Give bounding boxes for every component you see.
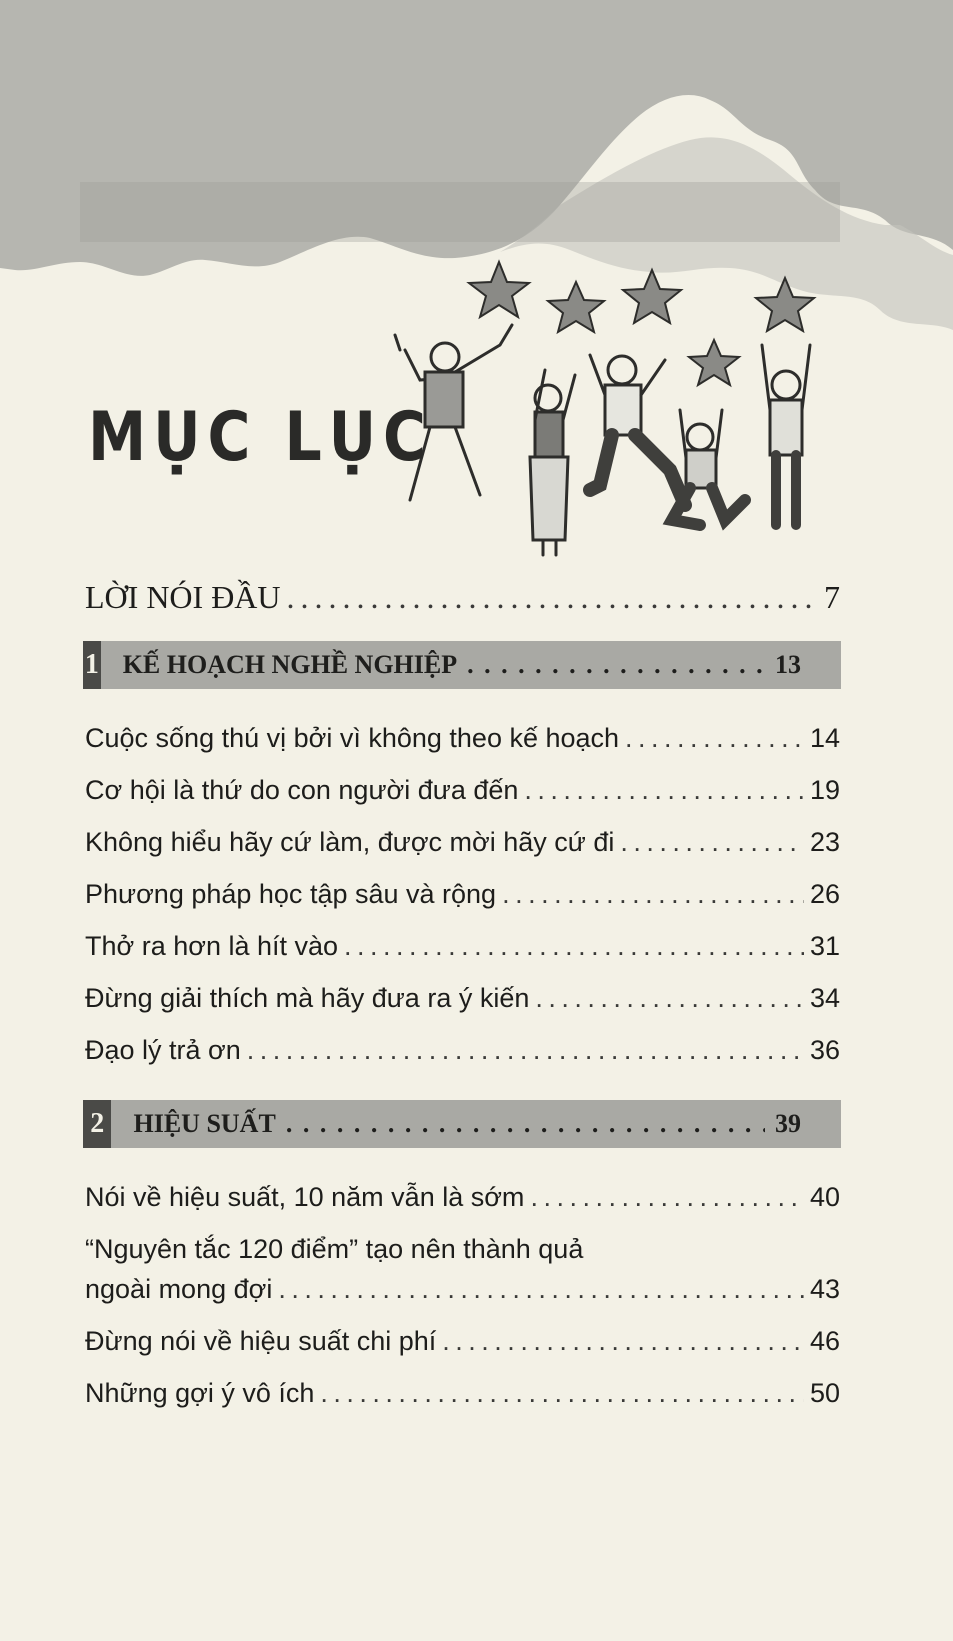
toc-entry[interactable] bbox=[85, 773, 840, 807]
toc-entry-page: 14 bbox=[809, 723, 840, 753]
toc-entry-page: 50 bbox=[809, 1378, 840, 1408]
page-title: MỤC LỤC bbox=[88, 398, 433, 477]
toc-entry-preface[interactable] bbox=[85, 580, 840, 614]
toc-entry-page: 26 bbox=[809, 879, 840, 909]
leader-dots bbox=[442, 1324, 804, 1358]
toc-entry-label: LỜI NÓI ĐẦU bbox=[85, 579, 281, 615]
leader-dots bbox=[620, 825, 804, 859]
toc-entry-label: Đừng nói về hiệu suất chi phí bbox=[85, 1326, 437, 1356]
toc-entry-page: 23 bbox=[809, 827, 840, 857]
toc-entry-page: 7 bbox=[824, 579, 840, 615]
toc-entry-label: Thở ra hơn là hít vào bbox=[85, 931, 339, 961]
toc-entry[interactable] bbox=[85, 981, 840, 1015]
leader-dots bbox=[625, 721, 804, 755]
chapter-heading-1[interactable] bbox=[83, 641, 841, 689]
toc-entry[interactable] bbox=[85, 721, 840, 755]
chapter-page: 39 bbox=[775, 1109, 801, 1138]
toc-entry[interactable] bbox=[85, 1180, 840, 1214]
toc-entry-page: 34 bbox=[809, 983, 840, 1013]
toc-entry[interactable] bbox=[85, 929, 840, 963]
toc-entry-label: Phương pháp học tập sâu và rộng bbox=[85, 879, 497, 909]
toc-entry-label: Đừng giải thích mà hãy đưa ra ý kiến bbox=[85, 983, 530, 1013]
toc-entry[interactable] bbox=[85, 1324, 840, 1358]
leader-dots bbox=[286, 1109, 765, 1139]
toc-entry-label: Cuộc sống thú vị bởi vì không theo kế hoạch bbox=[85, 723, 620, 753]
leader-dots bbox=[278, 1272, 804, 1306]
toc-entry-label: Nói về hiệu suất, 10 năm vẫn là sớm bbox=[85, 1182, 525, 1212]
toc-entry[interactable] bbox=[85, 1376, 840, 1410]
leader-dots bbox=[467, 650, 765, 680]
toc-entry-label: Những gợi ý vô ích bbox=[85, 1378, 315, 1408]
leader-dots bbox=[524, 773, 804, 807]
leader-dots bbox=[502, 877, 804, 911]
toc-entry[interactable] bbox=[85, 1272, 840, 1306]
chapter-heading-2[interactable] bbox=[83, 1100, 841, 1148]
chapter-number-badge: 2 bbox=[83, 1100, 111, 1148]
toc-entry-label-line1[interactable]: “Nguyên tắc 120 điểm” tạo nên thành quả bbox=[85, 1234, 584, 1264]
chapter-title: HIỆU SUẤT bbox=[133, 1109, 276, 1138]
toc-entry[interactable] bbox=[85, 877, 840, 911]
leader-dots bbox=[287, 580, 818, 614]
toc-entry-label: Cơ hội là thứ do con người đưa đến bbox=[85, 775, 519, 805]
toc-entry-page: 43 bbox=[809, 1274, 840, 1304]
leader-dots bbox=[320, 1376, 804, 1410]
toc-entry-page: 31 bbox=[809, 931, 840, 961]
chapter-page: 13 bbox=[775, 650, 801, 679]
toc-entry-page: 46 bbox=[809, 1326, 840, 1356]
chapter-title: KẾ HOẠCH NGHỀ NGHIỆP bbox=[122, 650, 458, 679]
leader-dots bbox=[535, 981, 804, 1015]
toc-entry-page: 19 bbox=[809, 775, 840, 805]
toc-entry-label: Đạo lý trả ơn bbox=[85, 1035, 241, 1065]
leader-dots bbox=[344, 929, 804, 963]
toc-entry-label: ngoài mong đợi bbox=[85, 1274, 273, 1304]
toc-entry-page: 36 bbox=[809, 1035, 840, 1065]
toc-entry-page: 40 bbox=[809, 1182, 840, 1212]
toc-entry[interactable] bbox=[85, 825, 840, 859]
toc-entry-label: Không hiểu hãy cứ làm, được mời hãy cứ đi bbox=[85, 827, 615, 857]
leader-dots bbox=[247, 1033, 804, 1067]
leader-dots bbox=[530, 1180, 804, 1214]
chapter-number-badge: 1 bbox=[83, 641, 101, 689]
toc-entry[interactable] bbox=[85, 1033, 840, 1067]
